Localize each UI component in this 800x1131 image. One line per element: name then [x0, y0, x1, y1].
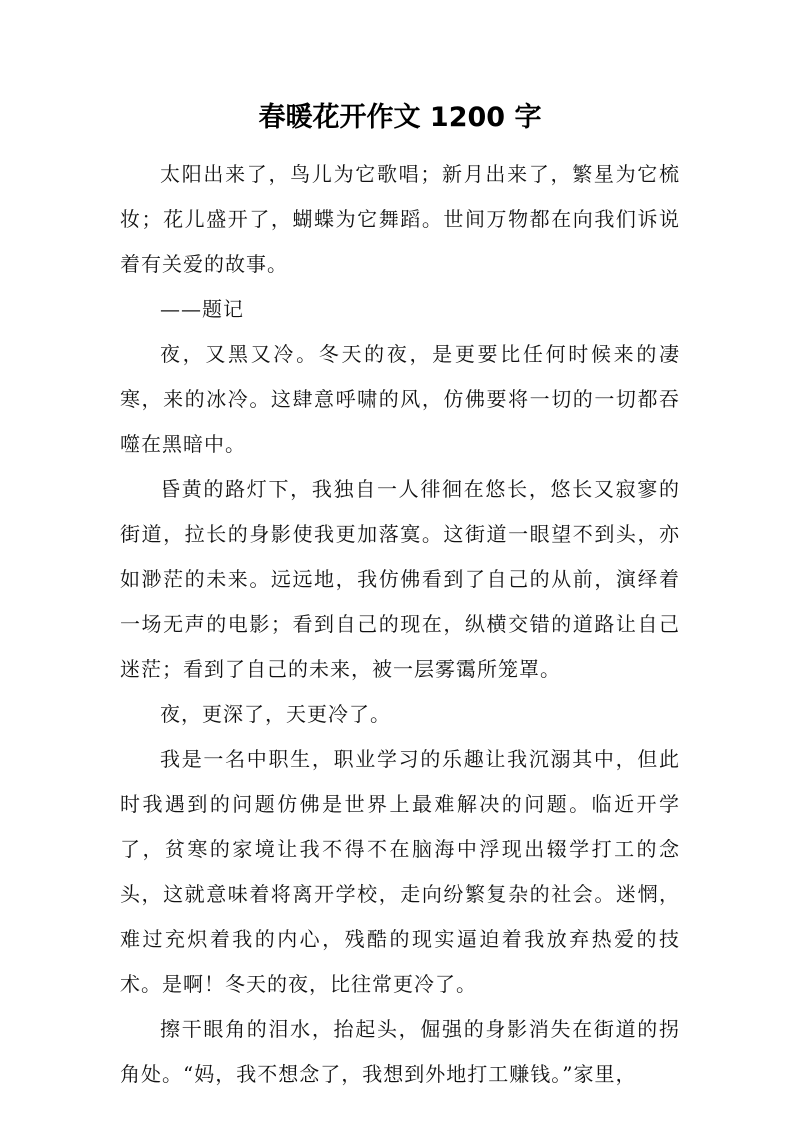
paragraph-2: 夜，又黑又冷。冬天的夜，是更要比任何时候来的凄寒，来的冰冷。这肆意呼啸的风，仿佛要将一切的一切都吞噬在黑暗中。: [120, 342, 680, 456]
document-body: [120, 152, 680, 1097]
paragraph-4: 夜，更深了，天更冷了。: [160, 702, 391, 726]
document-title: 春暖花开作文 1200 字: [258, 102, 542, 133]
paragraph-5: 我是一名中职生，职业学习的乐趣让我沉溺其中，但此时我遇到的问题仿佛是世界上最难解决的问题。临近开学了，贫寒的家境让我不得不在脑海中浮现出辍学打工的念头，这就意味着将离开学校，走向纷繁复杂的社会。迷惘，难过充炽着我的内心，残酷的现实逼迫着我放弃热爱的技术。是啊！冬天的夜，比往常更冷了。: [120, 747, 680, 996]
epigraph-attribution: ——题记: [160, 297, 244, 321]
paragraph-3: 昏黄的路灯下，我独自一人徘徊在悠长，悠长又寂寥的街道，拉长的身影使我更加落寞。这街道一眼望不到头，亦如渺茫的未来。远远地，我仿佛看到了自己的从前，演绎着一场无声的电影；看到自己的现在，纵横交错的道路让自己迷茫；看到了自己的未来，被一层雾霭所笼罩。: [120, 477, 680, 681]
paragraph-1: 太阳出来了，鸟儿为它歌唱；新月出来了，繁星为它梳妆；花儿盛开了，蝴蝶为它舞蹈。世间万物都在向我们诉说着有关爱的故事。: [120, 162, 680, 276]
paragraph-6: 擦干眼角的泪水，抬起头，倔强的身影消失在街道的拐角处。“妈，我不想念了，我想到外地打工赚钱。”家里，: [120, 1017, 680, 1086]
